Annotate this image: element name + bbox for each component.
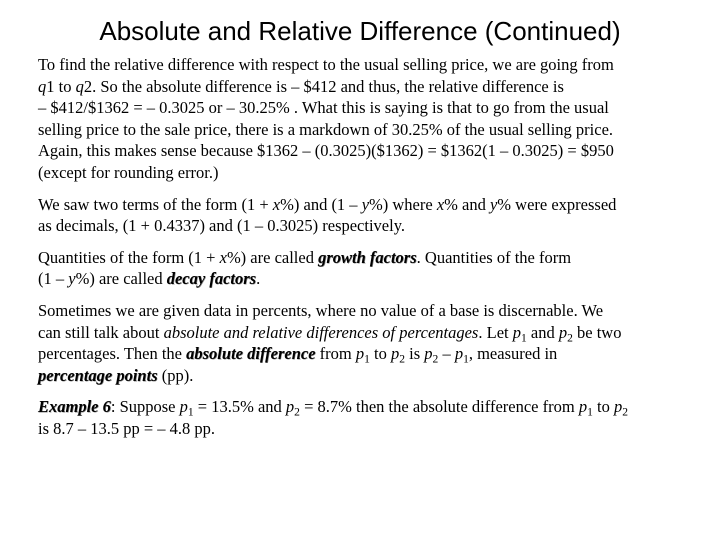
var-p: p — [424, 344, 433, 364]
text-line — [38, 247, 688, 269]
paragraph-relative-difference — [38, 54, 688, 184]
subscript: 2 — [399, 353, 406, 366]
text-run: %) are called — [75, 269, 167, 289]
var-y: y — [361, 194, 370, 214]
text-line — [38, 343, 688, 365]
text-run: (1 – — [38, 269, 69, 289]
text-line — [38, 76, 688, 98]
var-x: x — [272, 194, 281, 214]
subscript: 2 — [432, 353, 439, 366]
text-run: 2. So the absolute difference is – $412 and thus, the relative difference is — [83, 76, 564, 96]
var-y: y — [68, 269, 76, 289]
text-run: % were expressed — [497, 194, 617, 214]
text-line: Sometimes we are given data in percents, where no value of a base is discernable. We — [38, 300, 604, 320]
subscript: 2 — [622, 406, 628, 419]
var-p: p — [390, 344, 400, 364]
paragraph-two-terms — [38, 194, 688, 237]
subscript: 1 — [187, 406, 194, 419]
term-percentage-points: percentage points — [38, 365, 158, 385]
var-p: p — [355, 344, 365, 364]
text-run: = 8.7% then the absolute difference from — [299, 397, 579, 417]
text-run: to — [592, 397, 614, 417]
var-p: p — [454, 344, 464, 364]
text-line: (except for rounding error.) — [38, 162, 219, 182]
text-run: to — [369, 344, 391, 364]
paragraph-factors — [38, 247, 688, 290]
var-x: x — [436, 194, 445, 214]
var-q: q — [38, 76, 47, 96]
text-run: be two — [572, 322, 622, 342]
text-line: Again, this makes sense because $1362 – (0.3025)($1362) = $1362(1 – 0.3025) = $950 — [38, 141, 614, 161]
var-p: p — [512, 322, 521, 342]
var-p: p — [285, 397, 295, 417]
subscript: 2 — [294, 406, 300, 419]
slide-title: Absolute and Relative Difference (Continued) — [99, 16, 621, 46]
text-run: – — [438, 344, 455, 364]
var-p: p — [179, 397, 188, 417]
var-q: q — [75, 76, 84, 96]
term-growth-factors: growth factors — [318, 247, 417, 267]
subscript: 1 — [587, 406, 593, 419]
text-run: Quantities of the form (1 + — [38, 247, 220, 267]
text-run: = 13.5% and — [193, 397, 286, 417]
text-run: : Suppose — [110, 397, 180, 417]
text-line: is 8.7 – 13.5 pp = – 4.8 pp. — [38, 418, 216, 438]
var-p: p — [578, 397, 588, 417]
text-line — [38, 322, 688, 344]
text-line: selling price to the sale price, there is a markdown of 30.25% of the usual selling price. — [38, 119, 614, 139]
text-run: 1 to — [46, 76, 76, 96]
text-run: percentages. Then the — [38, 344, 187, 364]
text-run: is — [405, 344, 425, 364]
var-x: x — [219, 247, 227, 267]
text-run: . Let — [478, 322, 513, 342]
var-y: y — [489, 194, 498, 214]
subscript: 2 — [567, 331, 573, 344]
text-run: , measured in — [468, 344, 558, 364]
text-run: %) and (1 – — [280, 194, 362, 214]
text-line: – $412/$1362 = – 0.3025 or – 30.25% . What this is saying is that to go from the usual — [38, 98, 609, 118]
subscript: 1 — [463, 353, 469, 366]
text-run: . — [256, 269, 261, 289]
var-p: p — [558, 322, 568, 342]
subscript: 1 — [364, 353, 370, 366]
text-run: from — [315, 344, 356, 364]
paragraph-percentages — [38, 300, 688, 386]
var-p: p — [613, 397, 623, 417]
text-line — [38, 365, 688, 387]
text-run: %) where — [369, 194, 437, 214]
text-run: We saw two terms of the form (1 + — [38, 194, 273, 214]
example-label: Example 6 — [38, 397, 111, 417]
text-run: %) are called — [226, 247, 319, 267]
slide-body — [38, 54, 688, 450]
text-line: as decimals, (1 + 0.4337) and (1 – 0.3025) respectively. — [38, 216, 406, 236]
text-line — [38, 194, 688, 216]
term-decay-factors: decay factors — [166, 269, 257, 289]
text-run: and — [526, 322, 559, 342]
text-run: % and — [444, 194, 490, 214]
text-line: To find the relative difference with respect to the usual selling price, we are going from — [38, 55, 614, 74]
text-run: . Quantities of the form — [416, 247, 572, 267]
term-abs-rel-diff-percentages: absolute and relative differences of percentages — [163, 322, 479, 342]
text-line — [38, 396, 688, 418]
term-absolute-difference: absolute difference — [186, 344, 316, 364]
text-line — [38, 268, 688, 290]
paragraph-example-6 — [38, 396, 688, 439]
text-run: (pp). — [157, 365, 194, 385]
subscript: 1 — [520, 331, 527, 344]
text-run: can still talk about — [38, 322, 164, 342]
